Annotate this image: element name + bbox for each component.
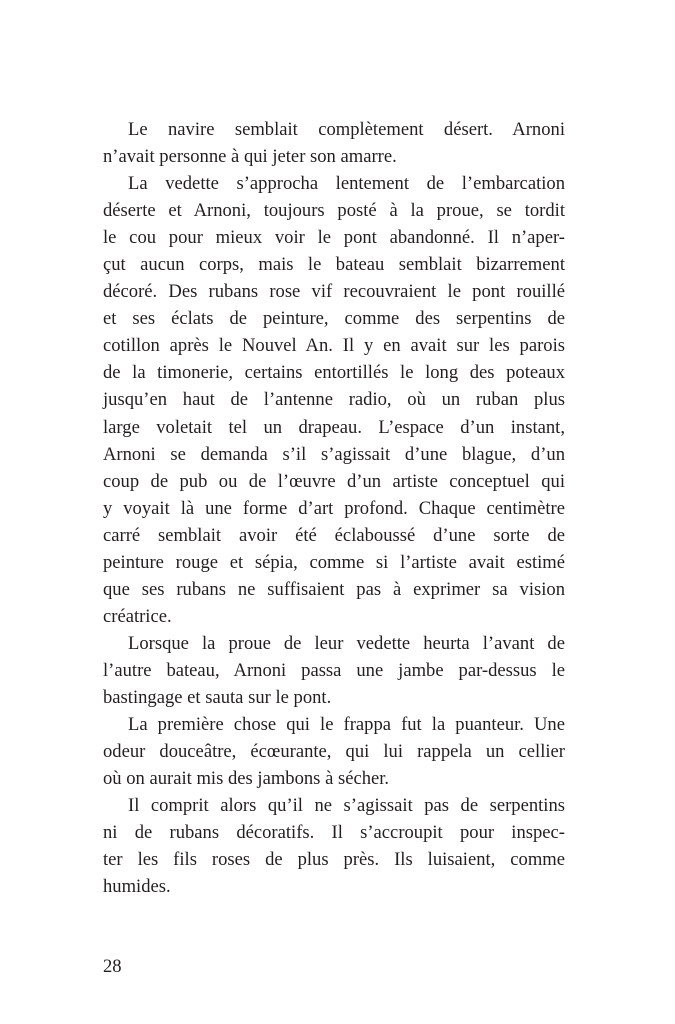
text-line: çut aucun corps, mais le bateau semblait bizarrement — [103, 254, 565, 276]
text-line: odeur douceâtre, écœurante, qui lui rappela un cellier — [103, 741, 565, 763]
text-line: jusqu’en haut de l’antenne radio, où un ruban plus — [103, 389, 565, 411]
text-line: le cou pour mieux voir le pont abandonné. Il n’aper- — [103, 227, 565, 249]
text-line: ter les fils roses de plus près. Ils luisaient, comme — [103, 849, 565, 871]
text-line: La vedette s’approcha lentement de l’embarcation — [128, 173, 565, 195]
page-number: 28 — [103, 956, 122, 977]
text-line: où on aurait mis des jambons à sécher. — [103, 768, 390, 790]
text-line: créatrice. — [103, 605, 172, 627]
text-line: n’avait personne à qui jeter son amarre. — [103, 146, 397, 168]
text-line: bastingage et sauta sur le pont. — [103, 686, 332, 708]
text-line: que ses rubans ne suffisaient pas à exprimer sa vision — [103, 578, 565, 600]
text-line: Il comprit alors qu’il ne s’agissait pas de serpentins — [128, 795, 565, 817]
text-line: Arnoni se demanda s’il s’agissait d’une blague, d’un — [103, 443, 565, 465]
text-line: Lorsque la proue de leur vedette heurta l’avant de — [128, 632, 565, 654]
body-text — [103, 116, 565, 900]
text-line: carré semblait avoir été éclaboussé d’une sorte de — [103, 524, 565, 546]
text-line: coup de pub ou de l’œuvre d’un artiste conceptuel qui — [103, 470, 565, 492]
text-line: y voyait là une forme d’art profond. Chaque centimètre — [103, 497, 565, 519]
text-line: large voletait tel un drapeau. L’espace d’un instant, — [103, 416, 565, 438]
text-line: et ses éclats de peinture, comme des serpentins de — [103, 308, 565, 330]
text-line: La première chose qui le frappa fut la puanteur. Une — [128, 714, 565, 736]
text-line: cotillon après le Nouvel An. Il y en avait sur les parois — [103, 335, 565, 357]
text-line: l’autre bateau, Arnoni passa une jambe par-dessus le — [103, 659, 565, 681]
text-line: déserte et Arnoni, toujours posté à la proue, se tordit — [103, 200, 565, 222]
text-line: de la timonerie, certains entortillés le long des poteaux — [103, 362, 565, 384]
text-line: peinture rouge et sépia, comme si l’artiste avait estimé — [103, 551, 565, 573]
text-line: Le navire semblait complètement désert. Arnoni — [128, 119, 565, 140]
text-line: humides. — [103, 876, 171, 898]
text-line: ni de rubans décoratifs. Il s’accroupit pour inspec- — [103, 822, 565, 844]
text-line: décoré. Des rubans rose vif recouvraient le pont rouillé — [103, 281, 565, 303]
